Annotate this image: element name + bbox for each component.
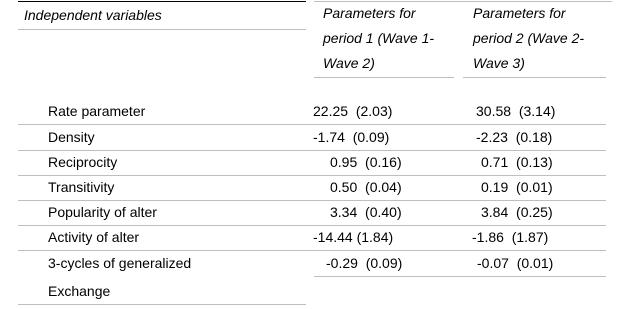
period2-value: -2.23 (0.18) [476,129,553,145]
period2-value: -0.07 (0.01) [477,255,554,271]
period1-value: 22.25 (2.03) [313,103,393,119]
bottom-rule [18,304,306,305]
row-label: Rate parameter [48,103,146,119]
top-rule [18,1,306,2]
row-label: Popularity of alter [48,204,157,220]
header-period-2: Parameters for period 2 (Wave 2- Wave 3) [473,5,585,71]
table-row [0,150,625,174]
row-label: Activity of alter [48,229,140,245]
period2-value: -1.86 (1.87) [472,229,549,245]
period1-value: -1.74 (0.09) [313,129,390,145]
period1-value: -14.44 (1.84) [313,229,394,245]
table-row [0,175,625,199]
table-row [0,225,625,249]
table-row [0,200,625,224]
table-row [0,251,625,275]
table-row [0,99,625,123]
period1-value: -0.29 (0.09) [326,255,403,271]
period2-value: 3.84 (0.25) [481,204,553,220]
period1-value: 0.95 (0.16) [330,154,402,170]
row-label: Density [48,129,95,145]
period1-value: 3.34 (0.40) [330,204,402,220]
row-label: Reciprocity [48,154,118,170]
period1-value: 0.50 (0.04) [330,179,402,195]
row-divider-right [314,276,606,277]
period2-value: 0.71 (0.13) [481,154,553,170]
row-label: Transitivity [48,179,115,195]
row-label: 3-cycles of generalized [48,255,192,271]
header-rule-p1 [314,77,454,78]
period2-value: 30.58 (3.14) [476,103,556,119]
header-independent-variables: Independent variables [24,7,162,23]
top-rule-right [314,1,612,2]
row-label-continuation: Exchange [48,283,111,299]
header-underline-left [18,29,306,30]
period2-value: 0.19 (0.01) [481,179,553,195]
header-rule-p2 [463,77,606,78]
table-row [0,125,625,149]
header-period-1: Parameters for period 1 (Wave 1- Wave 2) [323,5,435,71]
